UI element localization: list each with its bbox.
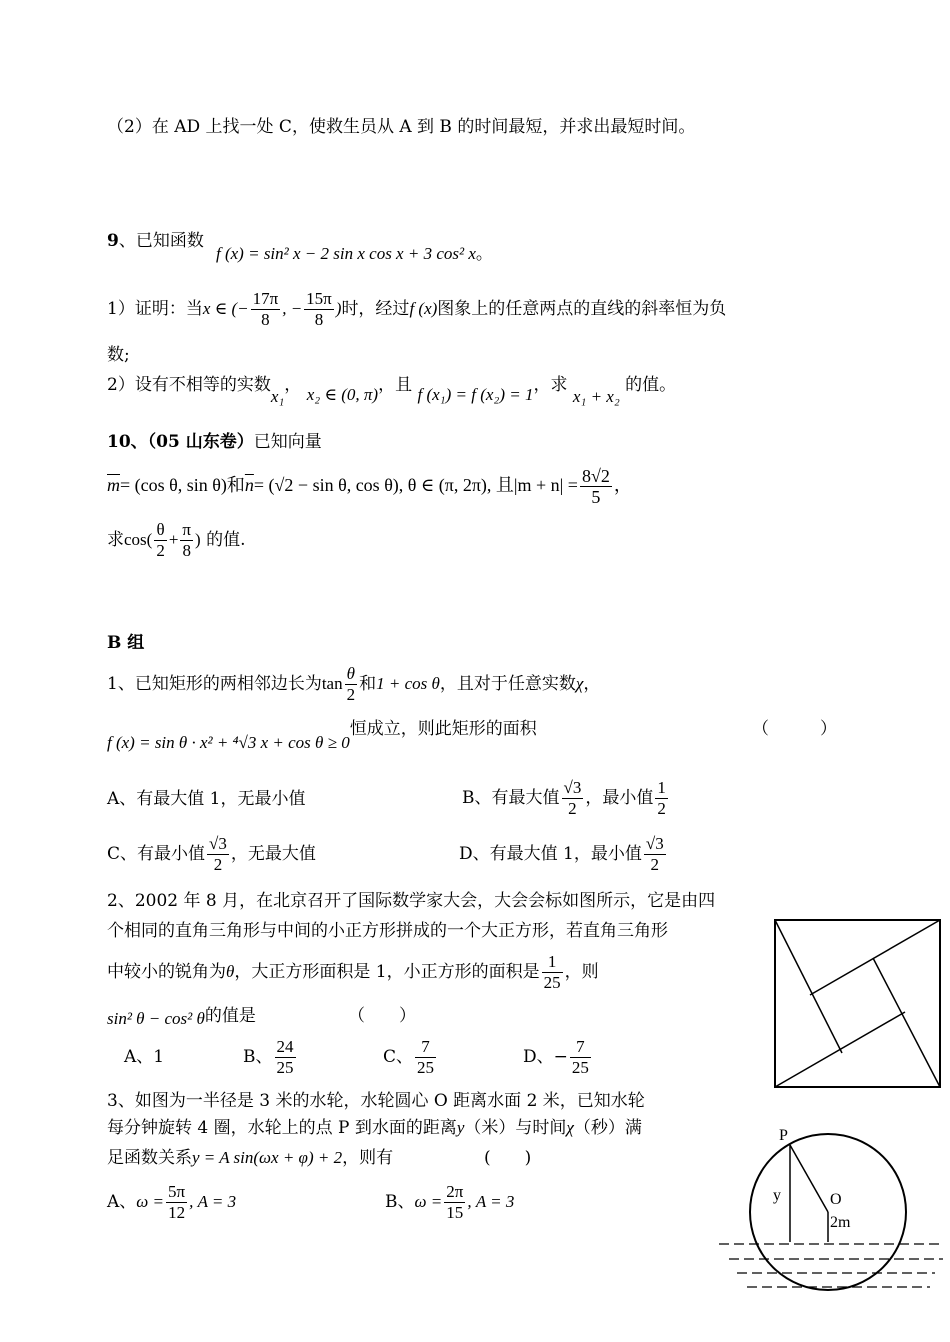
b1-option-b-frac1-num: √3: [563, 778, 582, 797]
b2-option-c-num: 7: [415, 1037, 436, 1058]
q9-p2-cond: f (x₁) = f (x₂) = 1: [417, 385, 534, 404]
q9-part2: [107, 374, 677, 406]
b3-option-a-den: 12: [168, 1203, 186, 1222]
q9-p1-frac1: [251, 289, 281, 330]
b2-option-d-den: 25: [571, 1058, 589, 1077]
q10-frac-den: 5: [591, 487, 601, 508]
q9-p1-fx: f (x): [409, 299, 438, 318]
q9-p1-frac1-num: 17π: [252, 289, 279, 308]
b2-option-b-num: 24: [276, 1037, 294, 1056]
b1-option-b-pre: B、有最大值: [462, 788, 560, 808]
b1-line2: [107, 718, 537, 752]
label-o: O: [830, 1191, 842, 1208]
b1-chi: χ: [575, 674, 584, 693]
b1-option-b: [462, 776, 670, 820]
q10-ask-tail: 的值.: [206, 530, 246, 550]
b3-line2: [107, 1117, 642, 1139]
q9-p1-frac2: [304, 289, 334, 330]
q10-ask: [107, 518, 246, 562]
b1-option-c-tail: ，无最大值: [230, 844, 316, 864]
b2-line2: 个相同的直角三角形与中间的小正方形拼成的一个大正方形，若直角三角形: [107, 921, 668, 941]
b1-option-b-frac2-den: 2: [657, 799, 666, 818]
b1-option-d-pre: D、有最大值 1，最小值: [459, 844, 642, 864]
b3-line2-tail: （秒）满: [573, 1118, 642, 1138]
b2-option-c-frac: [415, 1037, 436, 1078]
b3-line2-pre: 每分钟旋转 4 圈，水轮上的点 P 到水面的距离: [107, 1118, 457, 1138]
triangle-edge-1: [775, 920, 842, 1053]
b2-option-c-label: C、: [383, 1047, 414, 1067]
b2-option-c-den: 25: [417, 1058, 435, 1077]
q9-p1-frac2-num: 15π: [306, 289, 332, 308]
b1-frac-theta-num: θ: [345, 664, 358, 685]
q9-p1-close: ): [335, 299, 342, 318]
b2-option-d-frac: [570, 1037, 591, 1078]
b3-option-b-w: ω =: [414, 1192, 443, 1211]
q10-plus: +: [168, 530, 179, 549]
q10-vec-n: $\overline{n}$: [244, 475, 254, 495]
b1-line1: [107, 662, 600, 706]
q9-p2-x1: x₁: [270, 387, 285, 406]
b3-option-b-amp: , A = 3: [467, 1192, 515, 1211]
b1-answer-paren: （ ）: [752, 719, 837, 739]
q10-frac-pi: [180, 520, 193, 561]
b2-line3-mid: ，大正方形面积是 1，小正方形的面积是: [234, 962, 540, 982]
b1-cos: 1 + cos θ: [376, 674, 440, 693]
q9-p1-x: x ∈ (−: [202, 299, 249, 318]
b2-expr: sin² θ − cos² θ: [107, 1009, 205, 1028]
q9-p2-comma: ，: [284, 375, 302, 395]
b2-line3-pre: 中较小的锐角为: [107, 962, 226, 982]
label-y: y: [773, 1187, 781, 1204]
b2-answer-paren: （ ）: [348, 1006, 416, 1026]
b1-option-b-frac1: [562, 778, 584, 819]
label-p: P: [779, 1127, 788, 1144]
q10-vectors: [107, 463, 632, 507]
b2-frac-num: 1: [542, 952, 563, 973]
b3-answer-paren: ( ): [484, 1148, 532, 1168]
triangle-edge-2: [810, 920, 940, 995]
b1-option-d-frac: [644, 834, 666, 875]
b1-intro: 1、已知矩形的两相邻边长为: [107, 674, 322, 694]
b2-option-b-label: B、: [243, 1047, 273, 1067]
b3-line2-mid: （米）与时间: [464, 1118, 567, 1138]
q10-intro: [107, 431, 322, 453]
b3-option-a-amp: , A = 3: [189, 1192, 237, 1211]
b1-tan: tan: [321, 674, 343, 693]
q9-p2-sum: x₁ + x₂: [572, 387, 620, 406]
b2-option-a: A、1: [124, 1047, 165, 1067]
b3-line3-pre: 足函数关系: [107, 1148, 192, 1168]
b3-option-b-label: B、: [385, 1192, 415, 1212]
q10-eq1: = (cos θ, sin θ)和: [120, 475, 245, 495]
q10-cos: cos(: [124, 530, 153, 549]
b1-option-c-pre: C、有最小值: [107, 844, 206, 864]
b2-option-b: [243, 1035, 298, 1079]
q10-vec-m: $\overline{m}$: [107, 475, 120, 495]
q9-p1-sep: , −: [282, 299, 303, 318]
q9-p2-tail: 的值。: [625, 375, 677, 395]
q10-eq2: = (√2 − sin θ, cos θ), θ ∈ (π, 2π), 且: [253, 475, 514, 495]
b3-y: y: [456, 1118, 465, 1137]
q9-p2-mid: ，且: [378, 375, 413, 395]
b1-option-b-frac2: [655, 778, 668, 819]
b3-line3-tail: ，则有: [342, 1148, 394, 1168]
q10-frac-pi-num: π: [182, 520, 192, 539]
label-2m: 2m: [830, 1214, 851, 1231]
q9-function-formula: f (x) = sin² x − 2 sin x cos x + 3 cos² x: [216, 244, 476, 263]
congress-logo-figure: [770, 915, 945, 1090]
q10-ask-text: 求: [107, 530, 124, 550]
b2-option-c: [383, 1035, 438, 1079]
radius-line: [790, 1145, 828, 1212]
q9-p1-tail: 时，经过: [341, 299, 410, 319]
q10-number: 10、: [107, 432, 148, 452]
group-b-title: B 组: [107, 633, 145, 653]
b3-option-a-num: 5π: [168, 1182, 186, 1201]
q9-p1-cont: 数;: [107, 345, 130, 365]
b2-line3-tail: ，则: [564, 962, 599, 982]
q9-p1-frac1-den: 8: [261, 310, 270, 329]
b2-option-d: [523, 1035, 593, 1079]
b3-line1: 3、如图为一半径是 3 米的水轮，水轮圆心 O 距离水面 2 米，已知水轮: [107, 1091, 645, 1111]
q9-p2-ask: ，求: [533, 375, 568, 395]
b1-ineq: f (x) = sin θ · x² + ⁴√3 x + cos θ ≥ 0: [107, 733, 350, 752]
b1-and: 和: [359, 674, 377, 694]
b1-option-b-frac2-num: 1: [657, 778, 666, 797]
q10-frac: [580, 466, 612, 507]
q9-intro: [107, 230, 204, 252]
b1-option-c-frac-den: 2: [213, 855, 223, 874]
b3-chi: χ: [566, 1118, 574, 1137]
b2-option-b-frac: [275, 1037, 296, 1078]
q10-comma: ，: [613, 475, 632, 495]
q9-function: [216, 243, 493, 265]
b1-frac-theta: [345, 664, 358, 705]
b1-option-d-frac-den: 2: [650, 855, 660, 874]
b2-option-d-label: D、−: [523, 1047, 568, 1067]
b1-mid: ，且对于任意实数: [439, 674, 576, 694]
q10-close: ): [195, 530, 201, 549]
q9-p1-label: 1）证明：当: [107, 299, 203, 319]
b1-option-a: A、有最大值 1，无最小值: [107, 789, 306, 809]
q9-p2-label: 2）设有不相等的实数: [107, 375, 271, 395]
q10-frac-theta-num: θ: [154, 520, 167, 541]
water-wheel-figure: [715, 1120, 945, 1300]
triangle-edge-3: [873, 958, 940, 1087]
b3-option-a-label: A、: [107, 1192, 137, 1212]
q10-source: （05 山东卷）: [147, 432, 254, 452]
b2-option-b-den: 25: [276, 1058, 294, 1077]
b2-line3: [107, 950, 599, 994]
b1-option-b-mid: ，最小值: [585, 788, 654, 808]
q9-number: 9: [107, 231, 119, 251]
b2-frac-den: 25: [543, 973, 561, 992]
q9-p1-tail2: 图象上的任意两点的直线的斜率恒为负: [437, 299, 727, 319]
q9-p1-frac2-den: 8: [314, 310, 324, 329]
q10-frac-pi-den: 8: [182, 541, 191, 560]
b1-tail: 恒成立，则此矩形的面积: [349, 719, 537, 739]
q10-abs: |m + n| =: [513, 475, 578, 495]
b3-option-a-frac: [166, 1182, 187, 1223]
b3-option-b-num: 2π: [446, 1182, 464, 1201]
b1-frac-theta-den: 2: [346, 685, 356, 704]
b2-line1: 2、2002 年 8 月，在北京召开了国际数学家大会，大会会标如图所示，它是由四: [107, 891, 716, 911]
b1-option-c: [107, 832, 316, 876]
b3-option-b-frac: [444, 1182, 465, 1223]
b2-frac: [542, 952, 563, 993]
q9-intro-text: 、已知函数: [118, 231, 204, 251]
b1-option-c-frac-num: √3: [209, 834, 227, 853]
b3-option-a: [107, 1180, 236, 1224]
b1-comma: ，: [583, 674, 601, 694]
b3-option-b-den: 15: [446, 1203, 464, 1222]
b3-func: y = A sin(ωx + φ) + 2: [192, 1148, 343, 1167]
q10-frac-theta: [154, 520, 167, 561]
q10-frac-num: 8√2: [581, 466, 610, 487]
q10-intro-text: 已知向量: [253, 432, 322, 452]
q9-part1: [107, 289, 726, 330]
b2-option-d-num: 7: [570, 1037, 591, 1058]
b1-option-d-frac-num: √3: [645, 834, 664, 853]
big-square: [775, 920, 940, 1087]
b1-option-d: [459, 832, 668, 876]
b2-line4: [107, 1005, 256, 1027]
q9-function-end: 。: [475, 244, 493, 263]
b2-theta: θ: [226, 962, 235, 981]
b3-option-b: [385, 1180, 514, 1224]
b3-line3: [107, 1147, 393, 1169]
b1-option-b-frac1-den: 2: [568, 799, 577, 818]
triangle-edge-4: [775, 1012, 905, 1087]
b2-line4-tail: 的值是: [204, 1006, 256, 1026]
q9-p2-x2: x₂ ∈ (0, π): [306, 385, 379, 404]
b1-option-c-frac: [207, 834, 229, 875]
q10-frac-theta-den: 2: [156, 541, 165, 560]
b3-option-a-w: ω =: [136, 1192, 165, 1211]
q8-part2: （2）在 AD 上找一处 C，使救生员从 A 到 B 的时间最短，并求出最短时间。: [107, 117, 696, 137]
